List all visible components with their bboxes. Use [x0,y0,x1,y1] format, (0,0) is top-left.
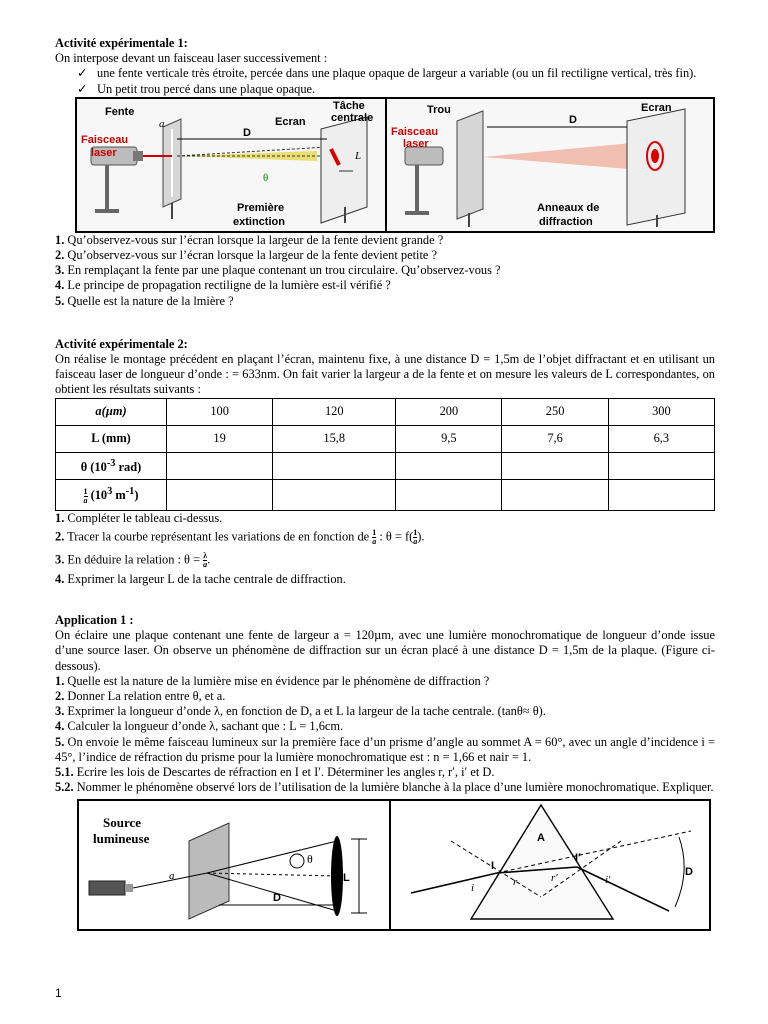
label-i: i [471,882,475,895]
activity1-title: Activité expérimentale 1: [55,36,188,50]
question-line: 1. Qu’observez-vous sur l’écran lorsque la largeur de la fente devient grande ? [55,232,444,247]
label-faisceau: Faisceau [81,133,129,146]
figure-slit-and-prism [77,799,711,931]
label-I: I [491,860,495,873]
fraction: $\frac{\lambda}{a}$ [203,550,208,569]
question-line: 3. En remplaçant la fente par une plaque contenant un trou circulaire. Qu’observez-vous ? [55,263,501,278]
label-diffraction: diffraction [539,215,593,228]
label-d: D [273,892,281,905]
label-fente: Fente [105,105,135,118]
table-cell: 7,6 [502,425,608,452]
application1-title: Application 1 : [55,613,134,628]
figure-diffraction-setup [75,97,715,233]
label-extinction: extinction [233,215,285,228]
slit-diffraction-diagram [77,99,385,231]
check-text: une fente verticale très étroite, percée dans une plaque opaque de largeur a variable (ou un fil rectiligne vertical, très fin). [97,66,697,81]
question-line: 5.2. Nommer le phénomène observé lors de l’utilisation de la lumière blanche à la place d’une lumière monochromatique. Expliquer. [55,780,714,795]
label-d2: D [569,113,577,126]
table-cell: 200 [396,398,502,425]
activity2-intro: On réalise le montage précédent en plaçant l’écran, maintenu fixe, à une distance D = 1,5m de l’objet diffractant et en utilisant un faisceau laser de longueur d’onde : = 633nm. On fait varier la largeur a de la fente et on mesure les valeurs de L correspondantes, on obtient les résultats suivants : [55,352,715,397]
label-D: D [685,866,693,879]
question-line: 3. Exprimer la longueur d’onde λ, en fonction de D, a et L la largeur de la tache centrale. (tanθ≈ θ). [55,704,546,719]
label-a: a [169,870,175,883]
table-cell[interactable] [273,479,396,510]
label-a: a [159,117,165,130]
table-row [56,452,715,479]
question-line: 5. On envoie le même faisceau lumineux sur la première face d’un prisme d’angle au sommet A = 60°, avec un angle d’incidence i = 45°, l’indice de réfraction du prisme pour la lumière monochromatique est : n = 1,66 et nair = 1. [55,734,715,764]
label-trou: Trou [427,103,451,116]
question-line: 1. Compléter le tableau ci-dessus. [55,510,223,525]
list-item [77,66,715,81]
question-line: 4. Exprimer la largeur L de la tache centrale de diffraction. [55,571,346,586]
hole-diffraction-diagram [387,99,713,231]
row-label-theta: θ ($10^{-3}$ rad) [56,452,167,479]
label-anneaux: Anneaux de [537,201,600,214]
label-l: L [355,149,362,162]
label-laser: laser [91,146,117,159]
list-item [77,82,715,97]
fraction: $\frac{1}{a}$ [413,527,418,546]
checkmark-icon: ✓ [77,81,88,96]
label-d: D [243,126,251,139]
question-line: 4. Le principe de propagation rectiligne de la lumière est-il vérifié ? [55,278,391,293]
label-source: Source [103,815,142,831]
table-cell[interactable] [396,452,502,479]
fraction: $\frac{1}{a}$ [83,487,88,506]
page-number: 1 [55,986,62,1000]
label-r-prime: r′ [551,872,558,885]
table-cell: 19 [167,425,273,452]
activity2-title: Activité expérimentale 2: [55,336,188,351]
slit-lens-diagram [79,801,389,929]
label-tache: Tâche [333,99,365,112]
table-cell[interactable] [396,479,502,510]
table-cell[interactable] [502,452,608,479]
prism-diagram [391,801,709,929]
label-theta: θ [263,171,269,184]
question-line: 1. Quelle est la nature de la lumière mise en évidence par le phénomène de diffraction ? [55,673,490,688]
application1-intro: On éclaire une plaque contenant une fente de largeur a = 120µm, avec une lumière monochromatique de longueur d’onde issue d’une source laser. On observe un phénomène de diffraction sur un écran placé à une distance D = 1,5m de la plaque. (Figure ci-dessous). [55,628,715,673]
label-faisceau2: Faisceau [391,125,439,138]
table-cell: 120 [273,398,396,425]
table-row [56,425,715,452]
question-line: 3. En déduire la relation : θ = $\frac{\lambda}{a}$ . [55,550,211,569]
table-cell: 250 [502,398,608,425]
row-label-l: L (mm) [56,425,167,452]
label-premiere: Première [237,201,285,214]
table-row [56,398,715,425]
checkmark-icon: ✓ [77,66,88,81]
question-line: 5. Quelle est la nature de la lmière ? [55,293,234,308]
label-laser2: laser [403,137,429,150]
results-table [55,398,715,511]
table-cell[interactable] [167,452,273,479]
table-cell[interactable] [608,479,714,510]
table-cell: 100 [167,398,273,425]
label-theta: θ [307,852,313,867]
table-cell: 9,5 [396,425,502,452]
label-ecran2: Ecran [641,101,672,114]
question-line: 5.1. Ecrire les lois de Descartes de réfraction en I et I′. Déterminer les angles r, r′, i′ et D. [55,765,495,780]
table-cell: 15,8 [273,425,396,452]
label-I-prime: I′ [575,852,581,865]
label-ecran: Ecran [275,115,306,128]
activity1-intro: On interpose devant un faisceau laser successivement : [55,51,328,66]
question-line: 2. Donner La relation entre θ, et a. [55,689,226,704]
label-r: r [513,876,518,889]
question-line: 2. Qu’observez-vous sur l’écran lorsque la largeur de la fente devient petite ? [55,248,438,263]
row-label-a: a(µm) [56,398,167,425]
label-i-prime: i′ [605,874,611,887]
check-text: Un petit trou percé dans une plaque opaque. [97,81,316,96]
label-A: A [537,832,545,845]
table-cell: 300 [608,398,714,425]
question-line: 2. Tracer la courbe représentant les variations de en fonction de $\frac{1}{a}$ : θ = f( $\frac{1}{a}$ ). [55,527,425,546]
question-line: 4. Calculer la longueur d’onde λ, sachant que : L = 1,6cm. [55,719,344,734]
table-row [56,479,715,510]
table-cell[interactable] [608,452,714,479]
table-cell[interactable] [273,452,396,479]
activity1-checklist [55,66,715,96]
table-cell: 6,3 [608,425,714,452]
table-cell[interactable] [502,479,608,510]
row-label-inverse-a: $\frac{1}{a}$ ($10^3$ $m^{-1}$) [56,479,167,510]
fraction: $\frac{1}{a}$ [372,527,377,546]
label-l: L [343,872,350,885]
label-centrale: centrale [331,111,374,124]
label-lumineuse: lumineuse [93,831,150,847]
table-cell[interactable] [167,479,273,510]
document-page [55,36,715,931]
